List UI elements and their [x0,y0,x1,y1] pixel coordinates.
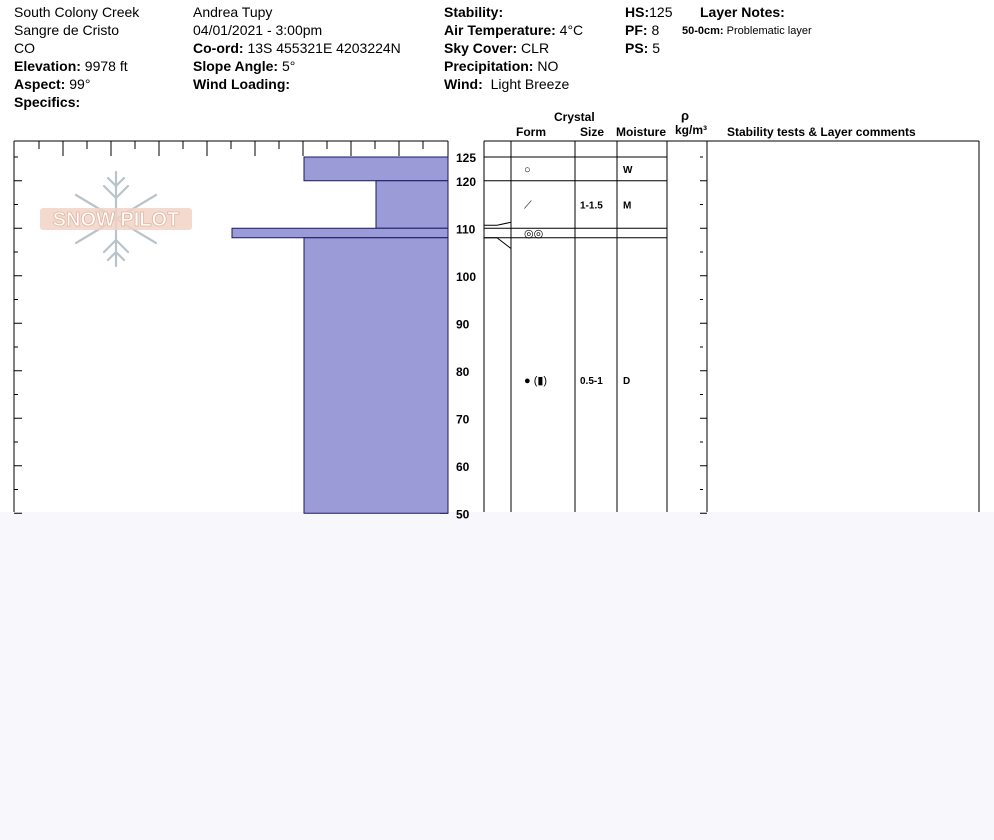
hardness-layer-bar [304,238,448,514]
pf-label: PF: [625,22,648,38]
coord-label: Co-ord: [193,40,244,56]
precip-label: Precipitation: [444,58,534,74]
ps-value: 5 [652,40,661,56]
sky-cover-value: CLR [521,40,550,56]
observation-datetime: 04/01/2021 - 3:00pm [193,22,323,38]
height-label: 50 [456,507,470,522]
location-name: South Colony Creek [14,4,140,20]
air-temp-label: Air Temperature: [444,22,556,38]
mountain-range: Sangre de Cristo [14,22,120,38]
hardness-layer-bar [376,181,448,229]
moisture-code: D [623,376,631,387]
height-label: 80 [456,364,470,379]
elevation-value: 9978 ft [84,58,128,74]
moisture-code: M [623,200,632,212]
crystal-form-symbol: ◎◎ [524,228,544,240]
comments-header: Stability tests & Layer comments [727,125,916,139]
elevation-label: Elevation: [14,58,81,74]
precip-value: NO [537,58,559,74]
coord-value: 13S 455321E 4203224N [247,40,401,56]
moisture-code: W [623,164,633,176]
air-temp-value: 4°C [559,22,584,38]
wind-value: Light Breeze [490,76,570,92]
crystal-size: 0.5-1 [580,376,603,387]
aspect-label: Aspect: [14,76,66,92]
wind-loading-label: Wind Loading: [193,76,291,92]
density-unit-header: kg/m³ [675,123,708,137]
observer-name: Andrea Tupy [193,4,273,20]
moisture-header: Moisture [616,125,667,139]
crystal-header: Crystal [554,110,595,124]
layer-connector-kink [484,238,511,249]
height-label: 100 [456,269,477,284]
height-label: 120 [456,174,477,189]
hardness-layer-bar [304,157,448,181]
height-label: 125 [456,151,477,165]
height-label: 60 [456,459,470,474]
specifics-label: Specifics: [14,94,81,110]
crystal-form-symbol: ○ [524,163,531,176]
rho-header: ρ [681,108,690,123]
state: CO [14,40,35,56]
aspect-value: 99° [69,76,91,92]
layer-notes-label: Layer Notes: [700,4,785,20]
pf-value: 8 [651,22,660,38]
crystal-form-symbol: ● (▮) [524,375,548,387]
slope-label: Slope Angle: [193,58,279,74]
hs-label: HS: [625,4,650,20]
sky-cover-label: Sky Cover: [444,40,518,56]
crystal-form-symbol: ⟋ [524,199,532,212]
wind-label: Wind: [444,76,483,92]
hardness-layer-bar [232,228,448,238]
layer-note-depth: 50-0cm: [682,25,724,37]
height-label: 110 [456,222,476,237]
form-header: Form [516,125,546,139]
layer-note-text: Problematic layer [726,25,812,37]
ps-label: PS: [625,40,649,56]
hs-value: 125 [649,4,673,20]
layer-connector-kink [484,222,511,225]
slope-value: 5° [281,58,296,74]
stability-label: Stability: [444,4,504,20]
size-header: Size [580,125,605,139]
crystal-size: 1-1.5 [580,200,603,212]
height-label: 70 [456,412,470,427]
logo-text: SNOW PILOT [52,209,180,231]
height-label: 90 [456,317,470,332]
